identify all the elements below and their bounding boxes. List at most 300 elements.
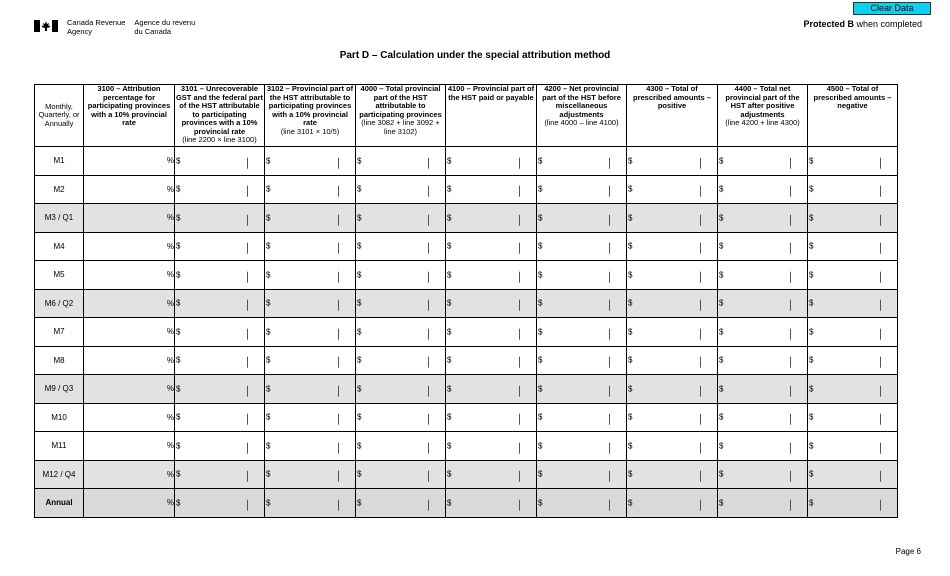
dollar-sign: $ [176,184,181,194]
attribution-percentage-field[interactable]: % [84,346,175,375]
cents-divider [790,186,791,197]
cents-divider [247,471,248,482]
cents-divider [880,442,881,453]
line-3101-field[interactable] [175,204,265,233]
line-4000-field[interactable] [356,375,446,404]
agency-name-french: Agence du revenu du Canada [134,18,196,36]
dollar-sign: $ [266,498,271,508]
dollar-sign: $ [538,241,543,251]
line-4300-field[interactable] [627,147,718,176]
row-period-label: M8 [35,346,84,375]
page-number: Page 6 [895,547,921,556]
line-4100-field[interactable] [446,432,537,461]
cents-divider [700,243,701,254]
cents-divider [428,328,429,339]
cents-divider [790,414,791,425]
line-4400-field[interactable] [718,403,808,432]
column-header: 4500 – Total of prescribed amounts – negative [808,85,898,147]
dollar-sign: $ [176,156,181,166]
line-4500-field[interactable] [808,460,898,489]
cents-divider [338,300,339,311]
attribution-percentage-field[interactable]: % [84,261,175,290]
cents-divider [609,442,610,453]
table-row [35,232,898,261]
dollar-sign: $ [447,384,452,394]
line-4200-field[interactable] [537,403,627,432]
dollar-sign: $ [447,327,452,337]
line-3101-field[interactable] [175,489,265,518]
line-3102-field[interactable] [265,289,356,318]
line-4100-field[interactable] [446,232,537,261]
cents-divider [880,328,881,339]
cents-divider [609,471,610,482]
line-4300-field[interactable] [627,489,718,518]
attribution-percentage-field[interactable]: % [84,318,175,347]
cents-divider [519,357,520,368]
cents-divider [338,357,339,368]
line-4200-field[interactable] [537,175,627,204]
line-4500-field[interactable] [808,261,898,290]
cents-divider [609,414,610,425]
dollar-sign: $ [447,241,452,251]
dollar-sign: $ [447,298,452,308]
line-4400-field[interactable] [718,175,808,204]
line-4200-field[interactable] [537,261,627,290]
dollar-sign: $ [266,184,271,194]
line-4200-field[interactable] [537,232,627,261]
line-3102-field[interactable] [265,318,356,347]
line-3101-field[interactable] [175,147,265,176]
cents-divider [609,328,610,339]
dollar-sign: $ [176,469,181,479]
dollar-sign: $ [357,441,362,451]
cents-divider [428,271,429,282]
line-4500-field[interactable] [808,403,898,432]
cents-divider [247,414,248,425]
cents-divider [609,271,610,282]
dollar-sign: $ [628,384,633,394]
attribution-percentage-field[interactable]: % [84,460,175,489]
row-period-label: M1 [35,147,84,176]
line-4200-field[interactable] [537,460,627,489]
dollar-sign: $ [538,355,543,365]
line-4500-field[interactable] [808,147,898,176]
cents-divider [338,243,339,254]
dollar-sign: $ [266,384,271,394]
dollar-sign: $ [266,213,271,223]
line-4200-field[interactable] [537,346,627,375]
line-4500-field[interactable] [808,232,898,261]
dollar-sign: $ [357,298,362,308]
row-period-label: M9 / Q3 [35,375,84,404]
dollar-sign: $ [538,156,543,166]
column-header: 3102 – Provincial part of the HST attributable to participating provinces with a 10% provincial rate (line 3101 × 10/5) [265,85,356,147]
line-3102-field[interactable] [265,261,356,290]
dollar-sign: $ [719,327,724,337]
line-4000-field[interactable] [356,147,446,176]
line-4300-field[interactable] [627,432,718,461]
cents-divider [338,186,339,197]
line-3101-field[interactable] [175,432,265,461]
line-4500-field[interactable] [808,432,898,461]
line-4000-field[interactable] [356,232,446,261]
table-row [35,346,898,375]
cents-divider [519,214,520,225]
table-row [35,403,898,432]
cents-divider [790,442,791,453]
dollar-sign: $ [357,270,362,280]
line-4000-field[interactable] [356,204,446,233]
dollar-sign: $ [447,156,452,166]
line-4400-field[interactable] [718,432,808,461]
line-4400-field[interactable] [718,261,808,290]
table-row [35,175,898,204]
row-period-label: M6 / Q2 [35,289,84,318]
dollar-sign: $ [447,412,452,422]
dollar-sign: $ [628,327,633,337]
line-4100-field[interactable] [446,261,537,290]
line-4000-field[interactable] [356,318,446,347]
dollar-sign: $ [266,270,271,280]
attribution-percentage-field[interactable]: % [84,232,175,261]
attribution-percentage-field[interactable]: % [84,489,175,518]
line-3101-field[interactable] [175,289,265,318]
cents-divider [700,157,701,168]
section-title: Part D – Calculation under the special attribution method [339,50,611,61]
line-4100-field[interactable] [446,375,537,404]
line-4300-field[interactable] [627,318,718,347]
dollar-sign: $ [719,498,724,508]
dollar-sign: $ [176,412,181,422]
cents-divider [247,271,248,282]
dollar-sign: $ [538,270,543,280]
cents-divider [790,471,791,482]
dollar-sign: $ [357,469,362,479]
cents-divider [880,300,881,311]
cents-divider [428,442,429,453]
line-4100-field[interactable] [446,403,537,432]
line-4100-field[interactable] [446,175,537,204]
cents-divider [700,300,701,311]
dollar-sign: $ [628,469,633,479]
column-header: 4200 – Net provincial part of the HST before miscellaneous adjustments (line 4000 – line 4100) [537,85,627,147]
dollar-sign: $ [176,270,181,280]
line-4300-field[interactable] [627,460,718,489]
dollar-sign: $ [628,184,633,194]
row-period-label: Annual [35,489,84,518]
cents-divider [519,243,520,254]
dollar-sign: $ [357,241,362,251]
line-3102-field[interactable] [265,204,356,233]
line-4100-field[interactable] [446,318,537,347]
line-3102-field[interactable] [265,375,356,404]
cents-divider [880,186,881,197]
dollar-sign: $ [176,355,181,365]
cents-divider [790,243,791,254]
attribution-percentage-field[interactable]: % [84,175,175,204]
dollar-sign: $ [809,469,814,479]
cents-divider [700,499,701,510]
cents-divider [247,328,248,339]
row-period-label: M3 / Q1 [35,204,84,233]
table-row [35,432,898,461]
line-4200-field[interactable] [537,318,627,347]
line-3101-field[interactable] [175,318,265,347]
cents-divider [519,414,520,425]
dollar-sign: $ [447,213,452,223]
attribution-percentage-field[interactable]: % [84,375,175,404]
dollar-sign: $ [538,327,543,337]
dollar-sign: $ [538,498,543,508]
line-4000-field[interactable] [356,289,446,318]
cents-divider [880,471,881,482]
cents-divider [428,300,429,311]
dollar-sign: $ [809,213,814,223]
cents-divider [609,300,610,311]
dollar-sign: $ [719,441,724,451]
line-3101-field[interactable] [175,403,265,432]
dollar-sign: $ [447,184,452,194]
line-4100-field[interactable] [446,489,537,518]
cents-divider [790,357,791,368]
line-3102-field[interactable] [265,460,356,489]
cents-divider [519,499,520,510]
cents-divider [790,328,791,339]
line-4500-field[interactable] [808,375,898,404]
table-row [35,289,898,318]
line-4500-field[interactable] [808,204,898,233]
dollar-sign: $ [447,441,452,451]
cents-divider [519,385,520,396]
cents-divider [428,414,429,425]
protected-suffix: when completed [853,19,922,29]
dollar-sign: $ [266,469,271,479]
dollar-sign: $ [176,441,181,451]
dollar-sign: $ [447,355,452,365]
cents-divider [609,243,610,254]
line-4400-field[interactable] [718,318,808,347]
dollar-sign: $ [719,384,724,394]
dollar-sign: $ [628,412,633,422]
dollar-sign: $ [266,298,271,308]
dollar-sign: $ [176,384,181,394]
line-3101-field[interactable] [175,346,265,375]
line-4000-field[interactable] [356,346,446,375]
cents-divider [790,157,791,168]
attribution-percentage-field[interactable]: % [84,289,175,318]
line-4400-field[interactable] [718,375,808,404]
line-3102-field[interactable] [265,175,356,204]
line-4200-field[interactable] [537,289,627,318]
cents-divider [880,499,881,510]
cents-divider [880,357,881,368]
line-4500-field[interactable] [808,489,898,518]
line-4000-field[interactable] [356,489,446,518]
dollar-sign: $ [809,241,814,251]
dollar-sign: $ [357,384,362,394]
line-4400-field[interactable] [718,489,808,518]
line-4200-field[interactable] [537,147,627,176]
cents-divider [338,442,339,453]
row-period-label: M4 [35,232,84,261]
dollar-sign: $ [357,412,362,422]
dollar-sign: $ [357,327,362,337]
dollar-sign: $ [447,270,452,280]
line-4400-field[interactable] [718,289,808,318]
line-4000-field[interactable] [356,403,446,432]
dollar-sign: $ [357,213,362,223]
dollar-sign: $ [809,184,814,194]
line-4300-field[interactable] [627,261,718,290]
dollar-sign: $ [176,327,181,337]
cents-divider [428,499,429,510]
line-4400-field[interactable] [718,346,808,375]
line-4200-field[interactable] [537,204,627,233]
table-row [35,375,898,404]
line-4300-field[interactable] [627,232,718,261]
line-3101-field[interactable] [175,261,265,290]
table-row [35,318,898,347]
dollar-sign: $ [538,384,543,394]
line-4100-field[interactable] [446,460,537,489]
dollar-sign: $ [176,213,181,223]
line-3102-field[interactable] [265,403,356,432]
cents-divider [880,414,881,425]
cents-divider [428,357,429,368]
cents-divider [519,442,520,453]
cents-divider [247,243,248,254]
cents-divider [247,357,248,368]
cents-divider [880,214,881,225]
line-4000-field[interactable] [356,261,446,290]
dollar-sign: $ [719,241,724,251]
cents-divider [790,385,791,396]
cents-divider [700,442,701,453]
attribution-percentage-field[interactable]: % [84,432,175,461]
cents-divider [519,328,520,339]
line-4100-field[interactable] [446,289,537,318]
dollar-sign: $ [809,412,814,422]
dollar-sign: $ [809,441,814,451]
line-4500-field[interactable] [808,175,898,204]
line-4400-field[interactable] [718,204,808,233]
line-4500-field[interactable] [808,318,898,347]
cents-divider [609,385,610,396]
cents-divider [700,186,701,197]
row-period-label: M11 [35,432,84,461]
line-4100-field[interactable] [446,204,537,233]
attribution-percentage-field[interactable]: % [84,147,175,176]
line-4300-field[interactable] [627,175,718,204]
cents-divider [700,328,701,339]
cents-divider [700,214,701,225]
line-4200-field[interactable] [537,489,627,518]
cents-divider [338,214,339,225]
line-3101-field[interactable] [175,375,265,404]
dollar-sign: $ [809,298,814,308]
dollar-sign: $ [628,156,633,166]
clear-data-button[interactable]: Clear Data [853,2,931,15]
line-4000-field[interactable] [356,175,446,204]
dollar-sign: $ [357,355,362,365]
cents-divider [700,357,701,368]
line-4000-field[interactable] [356,432,446,461]
column-header: 4100 – Provincial part of the HST paid or payable [446,85,537,147]
cents-divider [338,414,339,425]
line-4400-field[interactable] [718,147,808,176]
cents-divider [247,186,248,197]
line-4100-field[interactable] [446,147,537,176]
cents-divider [790,300,791,311]
cents-divider [609,186,610,197]
dollar-sign: $ [538,184,543,194]
agency-name-english: Canada Revenue Agency [67,18,126,36]
attribution-percentage-field[interactable]: % [84,204,175,233]
agency-signature [34,19,204,36]
dollar-sign: $ [266,441,271,451]
cents-divider [700,271,701,282]
cents-divider [609,214,610,225]
dollar-sign: $ [447,498,452,508]
dollar-sign: $ [176,498,181,508]
line-4300-field[interactable] [627,204,718,233]
line-4400-field[interactable] [718,232,808,261]
line-4300-field[interactable] [627,289,718,318]
line-4200-field[interactable] [537,375,627,404]
line-3102-field[interactable] [265,232,356,261]
line-4300-field[interactable] [627,346,718,375]
cents-divider [880,385,881,396]
line-4000-field[interactable] [356,460,446,489]
protected-notice [803,19,922,29]
attribution-percentage-field[interactable]: % [84,403,175,432]
line-3101-field[interactable] [175,460,265,489]
line-4300-field[interactable] [627,403,718,432]
dollar-sign: $ [538,298,543,308]
dollar-sign: $ [719,213,724,223]
dollar-sign: $ [809,498,814,508]
dollar-sign: $ [719,412,724,422]
dollar-sign: $ [176,298,181,308]
line-4400-field[interactable] [718,460,808,489]
line-3102-field[interactable] [265,489,356,518]
dollar-sign: $ [809,327,814,337]
cents-divider [247,300,248,311]
dollar-sign: $ [357,156,362,166]
line-4500-field[interactable] [808,289,898,318]
line-4200-field[interactable] [537,432,627,461]
line-4500-field[interactable] [808,346,898,375]
line-3102-field[interactable] [265,147,356,176]
cents-divider [247,385,248,396]
cents-divider [338,385,339,396]
line-4100-field[interactable] [446,346,537,375]
dollar-sign: $ [809,156,814,166]
dollar-sign: $ [719,355,724,365]
line-4300-field[interactable] [627,375,718,404]
cents-divider [880,243,881,254]
line-3101-field[interactable] [175,175,265,204]
cents-divider [790,214,791,225]
line-3102-field[interactable] [265,432,356,461]
dollar-sign: $ [447,469,452,479]
line-3101-field[interactable] [175,232,265,261]
dollar-sign: $ [538,441,543,451]
line-3102-field[interactable] [265,346,356,375]
dollar-sign: $ [176,241,181,251]
cents-divider [338,157,339,168]
cents-divider [247,499,248,510]
